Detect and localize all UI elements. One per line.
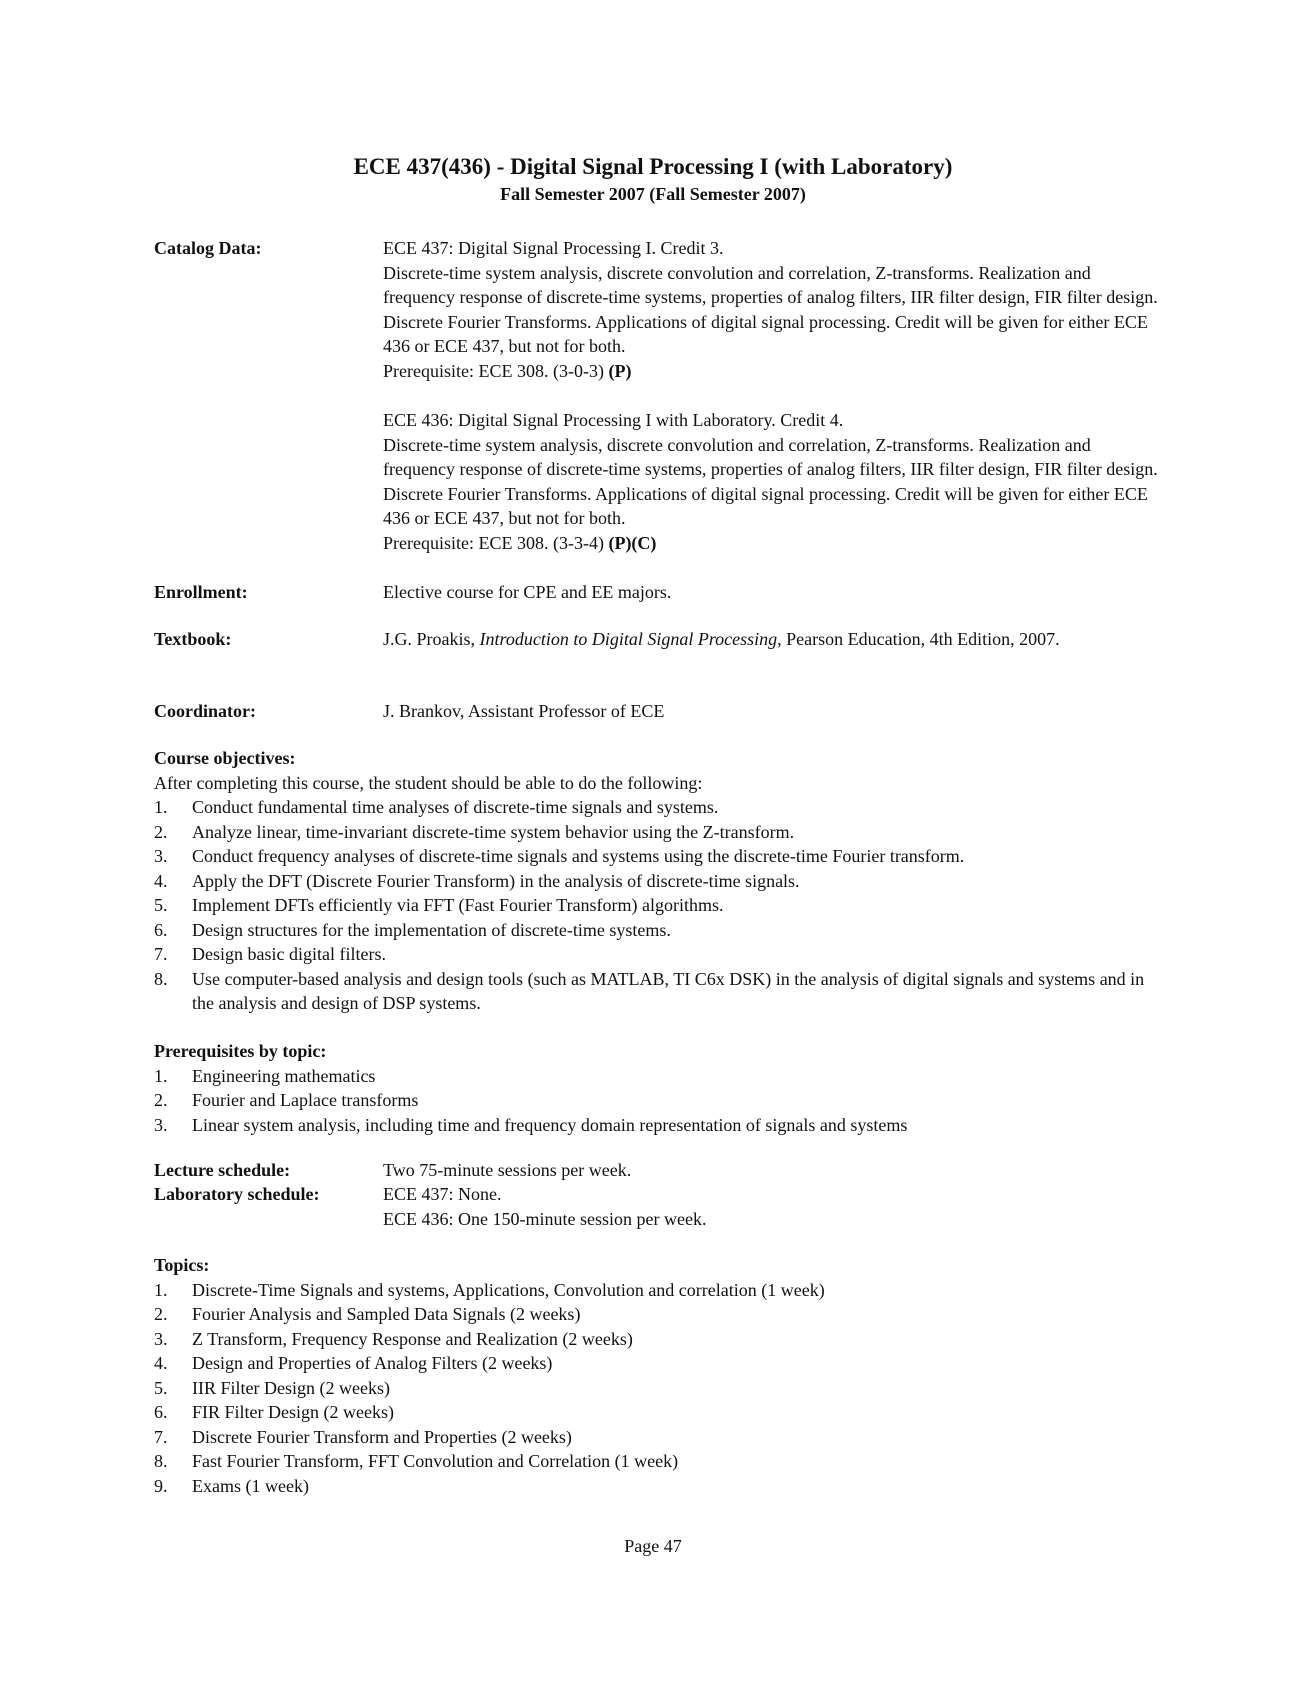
list-item-text: Fourier Analysis and Sampled Data Signals (2 weeks) — [192, 1304, 581, 1324]
lab-schedule-436: ECE 436: One 150-minute session per week. — [383, 1208, 707, 1229]
list-item-number: 8. — [154, 1451, 168, 1471]
catalog-ece436-heading: ECE 436: Digital Signal Processing I with Laboratory. Credit 4. — [383, 410, 844, 430]
catalog-ece437-description: Discrete-time system analysis, discrete convolution and correlation, Z-transforms. Realization and frequency response of discrete-time systems, properties of analog filters, IIR filter design, FIR filter design. Discrete Fourier Transforms. Applications of digital signal processing. Credit will be given for either ECE 436 or ECE 437, but not for both. — [383, 262, 1158, 356]
list-item-text: Discrete-Time Signals and systems, Applications, Convolution and correlation (1 week) — [192, 1279, 825, 1300]
list-item-text: Z Transform, Frequency Response and Realization (2 weeks) — [192, 1328, 633, 1349]
objectives-intro: After completing this course, the student should be able to do the following: — [154, 772, 703, 793]
list-item-text: IIR Filter Design (2 weeks) — [192, 1377, 390, 1398]
list-item-number: 3. — [154, 1114, 168, 1135]
catalog-ece436 — [383, 408, 1163, 555]
list-item — [154, 1474, 1154, 1499]
list-item — [154, 1400, 1154, 1425]
catalog-ece436-tag: (P)(C) — [608, 532, 657, 553]
list-item — [154, 1278, 1154, 1303]
list-item-text: Fourier and Laplace transforms — [192, 1090, 419, 1110]
list-item-number: 4. — [154, 1353, 168, 1373]
list-item-number: 7. — [154, 1426, 168, 1447]
textbook-title: Introduction to Digital Signal Processing — [479, 629, 778, 649]
catalog-ece437-heading: ECE 437: Digital Signal Processing I. Credit 3. — [383, 238, 724, 258]
catalog-ece437-prereq-line — [383, 359, 1163, 384]
topics-section — [154, 1253, 1154, 1498]
list-item — [154, 869, 1154, 894]
objectives-section — [154, 746, 1154, 1016]
list-item-number: 1. — [154, 1279, 168, 1300]
course-title: ECE 437(436) - Digital Signal Processing I (with Laboratory) — [353, 154, 953, 179]
enrollment-label: Enrollment: — [154, 582, 248, 602]
lab-schedule-437: ECE 437: None. — [383, 1184, 502, 1204]
textbook-value — [383, 627, 1163, 652]
list-item — [154, 1088, 1154, 1113]
list-item-number: 5. — [154, 1377, 168, 1398]
list-item — [154, 1064, 1154, 1089]
catalog-label: Catalog Data: — [154, 238, 262, 258]
list-item — [154, 1302, 1154, 1327]
list-item — [154, 795, 1154, 820]
catalog-ece436-description: Discrete-time system analysis, discrete convolution and correlation, Z-transforms. Realization and frequency response of discrete-time systems, properties of analog filters, IIR filter design, FIR filter design. Discrete Fourier Transforms. Applications of digital signal processing. Credit will be given for either ECE 436 or ECE 437, but not for both. — [383, 434, 1158, 528]
prerequisites-list — [154, 1064, 1154, 1138]
catalog-ece436-prereq-line — [383, 531, 1163, 556]
lab-schedule-label: Laboratory schedule: — [154, 1184, 320, 1204]
list-item-number: 3. — [154, 1328, 168, 1349]
list-item-number: 5. — [154, 895, 168, 915]
list-item-text: Discrete Fourier Transform and Properties (2 weeks) — [192, 1426, 572, 1447]
list-item-number: 1. — [154, 1065, 168, 1086]
list-item-text: Engineering mathematics — [192, 1065, 376, 1086]
list-item-number: 4. — [154, 870, 168, 891]
objectives-list — [154, 795, 1154, 1016]
coordinator-value: J. Brankov, Assistant Professor of ECE — [383, 701, 665, 721]
course-semester: Fall Semester 2007 (Fall Semester 2007) — [500, 184, 806, 204]
textbook-label: Textbook: — [154, 629, 232, 649]
list-item — [154, 820, 1154, 845]
list-item-text: Exams (1 week) — [192, 1475, 309, 1496]
topics-heading: Topics: — [154, 1255, 210, 1275]
list-item-text: Apply the DFT (Discrete Fourier Transform) in the analysis of discrete-time signals. — [192, 870, 800, 891]
list-item-text: Use computer-based analysis and design tools (such as MATLAB, TI C6x DSK) in the analysis of digital signals and systems and in the analysis and design of DSP systems. — [192, 968, 1145, 1013]
list-item-number: 2. — [154, 1090, 168, 1110]
list-item-number: 2. — [154, 1304, 168, 1324]
list-item-number: 7. — [154, 944, 168, 964]
lab-schedule-value — [383, 1182, 1163, 1231]
textbook-publisher: , Pearson Education, 4th Edition, 2007. — [777, 629, 1060, 649]
list-item — [154, 844, 1154, 869]
lecture-schedule-value: Two 75-minute sessions per week. — [383, 1160, 632, 1180]
catalog-ece437-prereq: Prerequisite: ECE 308. (3-0-3) — [383, 360, 609, 381]
coordinator-label: Coordinator: — [154, 701, 256, 721]
list-item — [154, 1113, 1154, 1138]
list-item-text: Design and Properties of Analog Filters (2 weeks) — [192, 1353, 553, 1373]
prerequisites-section — [154, 1039, 1154, 1137]
list-item-text: Design basic digital filters. — [192, 944, 386, 964]
list-item — [154, 967, 1154, 1016]
list-item-text: Conduct fundamental time analyses of discrete-time signals and systems. — [192, 797, 719, 817]
list-item-text: FIR Filter Design (2 weeks) — [192, 1402, 394, 1422]
enrollment-value: Elective course for CPE and EE majors. — [383, 582, 672, 602]
prerequisites-heading: Prerequisites by topic: — [154, 1041, 327, 1061]
list-item-text: Implement DFTs efficiently via FFT (Fast Fourier Transform) algorithms. — [192, 895, 724, 915]
list-item-text: Conduct frequency analyses of discrete-time signals and systems using the discrete-time Fourier transform. — [192, 846, 965, 866]
list-item-number: 8. — [154, 968, 168, 989]
list-item-number: 6. — [154, 1402, 168, 1422]
catalog-ece437-tag: (P) — [608, 360, 632, 381]
list-item — [154, 1351, 1154, 1376]
list-item — [154, 1449, 1154, 1474]
list-item-text: Fast Fourier Transform, FFT Convolution and Correlation (1 week) — [192, 1451, 679, 1471]
list-item — [154, 918, 1154, 943]
list-item-text: Analyze linear, time-invariant discrete-time system behavior using the Z-transform. — [192, 821, 795, 842]
catalog-ece437 — [383, 236, 1163, 383]
list-item-number: 1. — [154, 797, 168, 817]
list-item-number: 3. — [154, 846, 168, 866]
catalog-ece436-prereq: Prerequisite: ECE 308. (3-3-4) — [383, 532, 609, 553]
objectives-heading: Course objectives: — [154, 748, 296, 768]
list-item-number: 9. — [154, 1475, 168, 1496]
textbook-author: J.G. Proakis, — [383, 629, 480, 649]
list-item — [154, 1425, 1154, 1450]
lecture-schedule-label: Lecture schedule: — [154, 1160, 291, 1180]
list-item — [154, 942, 1154, 967]
topics-list — [154, 1278, 1154, 1499]
page-number: Page 47 — [624, 1536, 682, 1556]
list-item — [154, 893, 1154, 918]
list-item-number: 6. — [154, 919, 168, 940]
list-item — [154, 1376, 1154, 1401]
list-item-text: Linear system analysis, including time and frequency domain representation of signals and systems — [192, 1114, 908, 1135]
list-item — [154, 1327, 1154, 1352]
list-item-text: Design structures for the implementation of discrete-time systems. — [192, 919, 671, 940]
list-item-number: 2. — [154, 821, 168, 842]
